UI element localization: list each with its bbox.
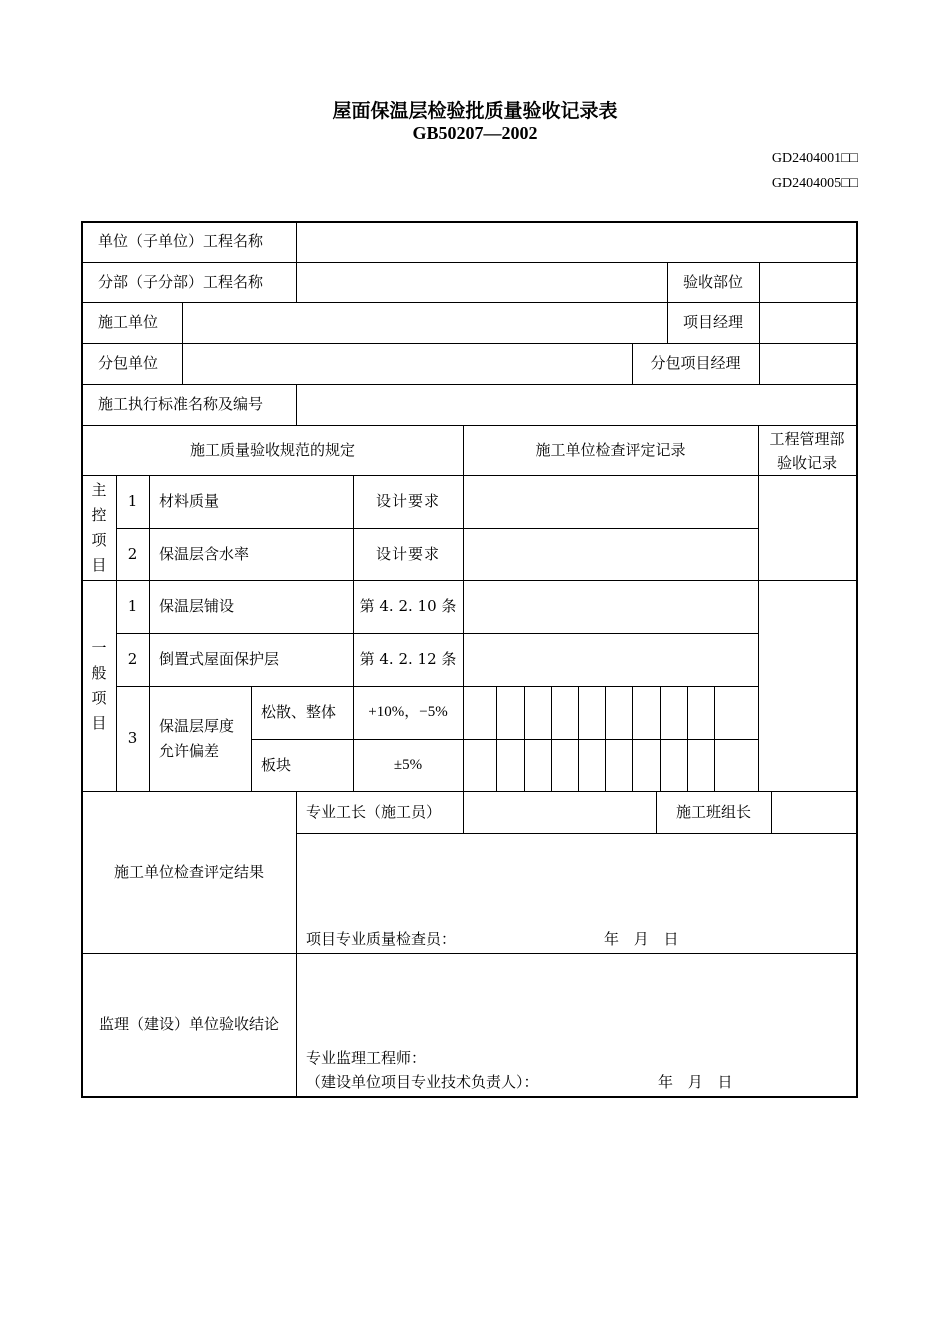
project-manager-label: 项目经理 xyxy=(682,313,743,332)
unit-project-label: 单位（子单位）工程名称 xyxy=(98,232,264,251)
main-item-2-no: 2 xyxy=(127,544,138,563)
general-item-2-name: 倒置式屋面保护层 xyxy=(159,650,280,669)
main-item-2-name: 保温层含水率 xyxy=(159,544,250,563)
general-item-2-requirement: 第 4. 2. 12 条 xyxy=(359,650,457,669)
construction-result-label: 施工单位检查评定结果 xyxy=(113,862,264,881)
thickness-subitem-loose: 松散、整体 xyxy=(261,703,337,722)
supervision-conclusion-label: 监理（建设）单位验收结论 xyxy=(98,1015,279,1034)
form-code-1: GD2404001□□ xyxy=(771,151,858,166)
general-item-3-name: 保温层厚度 允许偏差 xyxy=(159,717,235,760)
main-items-group-label: 主 控 项 目 xyxy=(91,481,107,574)
construction-unit-label: 施工单位 xyxy=(98,313,159,332)
quality-inspector-label: 项目专业质量检查员： xyxy=(306,930,457,949)
general-items-group-label: 一 般 项 目 xyxy=(91,639,107,732)
result-date-label: 年 月 日 xyxy=(604,930,679,949)
sub-project-label: 分部（子分部）工程名称 xyxy=(98,272,264,291)
supervision-date-label: 年 月 日 xyxy=(658,1073,733,1092)
subcontract-unit-label: 分包单位 xyxy=(98,354,159,373)
owner-technical-lead-label: （建设单位项目专业技术负责人）： xyxy=(306,1073,539,1092)
main-item-1-no: 1 xyxy=(127,492,138,511)
page-title: 屋面保温层检验批质量验收记录表 xyxy=(332,100,618,122)
thickness-tolerance-loose: +10%，−5% xyxy=(368,704,448,721)
general-item-2-no: 2 xyxy=(127,650,138,669)
subcontract-manager-label: 分包项目经理 xyxy=(650,354,741,373)
standard-code: GB50207—2002 xyxy=(412,123,538,143)
main-item-1-requirement: 设计要求 xyxy=(375,492,440,511)
general-item-3-no: 3 xyxy=(127,729,138,748)
mgmt-record-header: 工程管理部 验收记录 xyxy=(769,429,845,472)
spec-header: 施工质量验收规范的规定 xyxy=(189,440,355,459)
supervising-engineer-label: 专业监理工程师： xyxy=(306,1049,427,1068)
main-item-1-name: 材料质量 xyxy=(159,492,220,511)
acceptance-part-label: 验收部位 xyxy=(682,272,743,291)
standard-name-label: 施工执行标准名称及编号 xyxy=(98,395,264,414)
general-item-1-name: 保温层铺设 xyxy=(159,597,235,616)
thickness-tolerance-board: ±5% xyxy=(393,756,423,773)
general-item-1-no: 1 xyxy=(127,597,138,616)
general-item-1-requirement: 第 4. 2. 10 条 xyxy=(359,597,457,616)
check-record-header: 施工单位检查评定记录 xyxy=(535,440,686,459)
team-leader-label: 施工班组长 xyxy=(675,802,751,821)
foreman-label: 专业工长（施工员） xyxy=(306,802,442,821)
form-code-2: GD2404005□□ xyxy=(771,176,858,191)
main-item-2-requirement: 设计要求 xyxy=(375,544,440,563)
thickness-subitem-board: 板块 xyxy=(261,755,292,774)
